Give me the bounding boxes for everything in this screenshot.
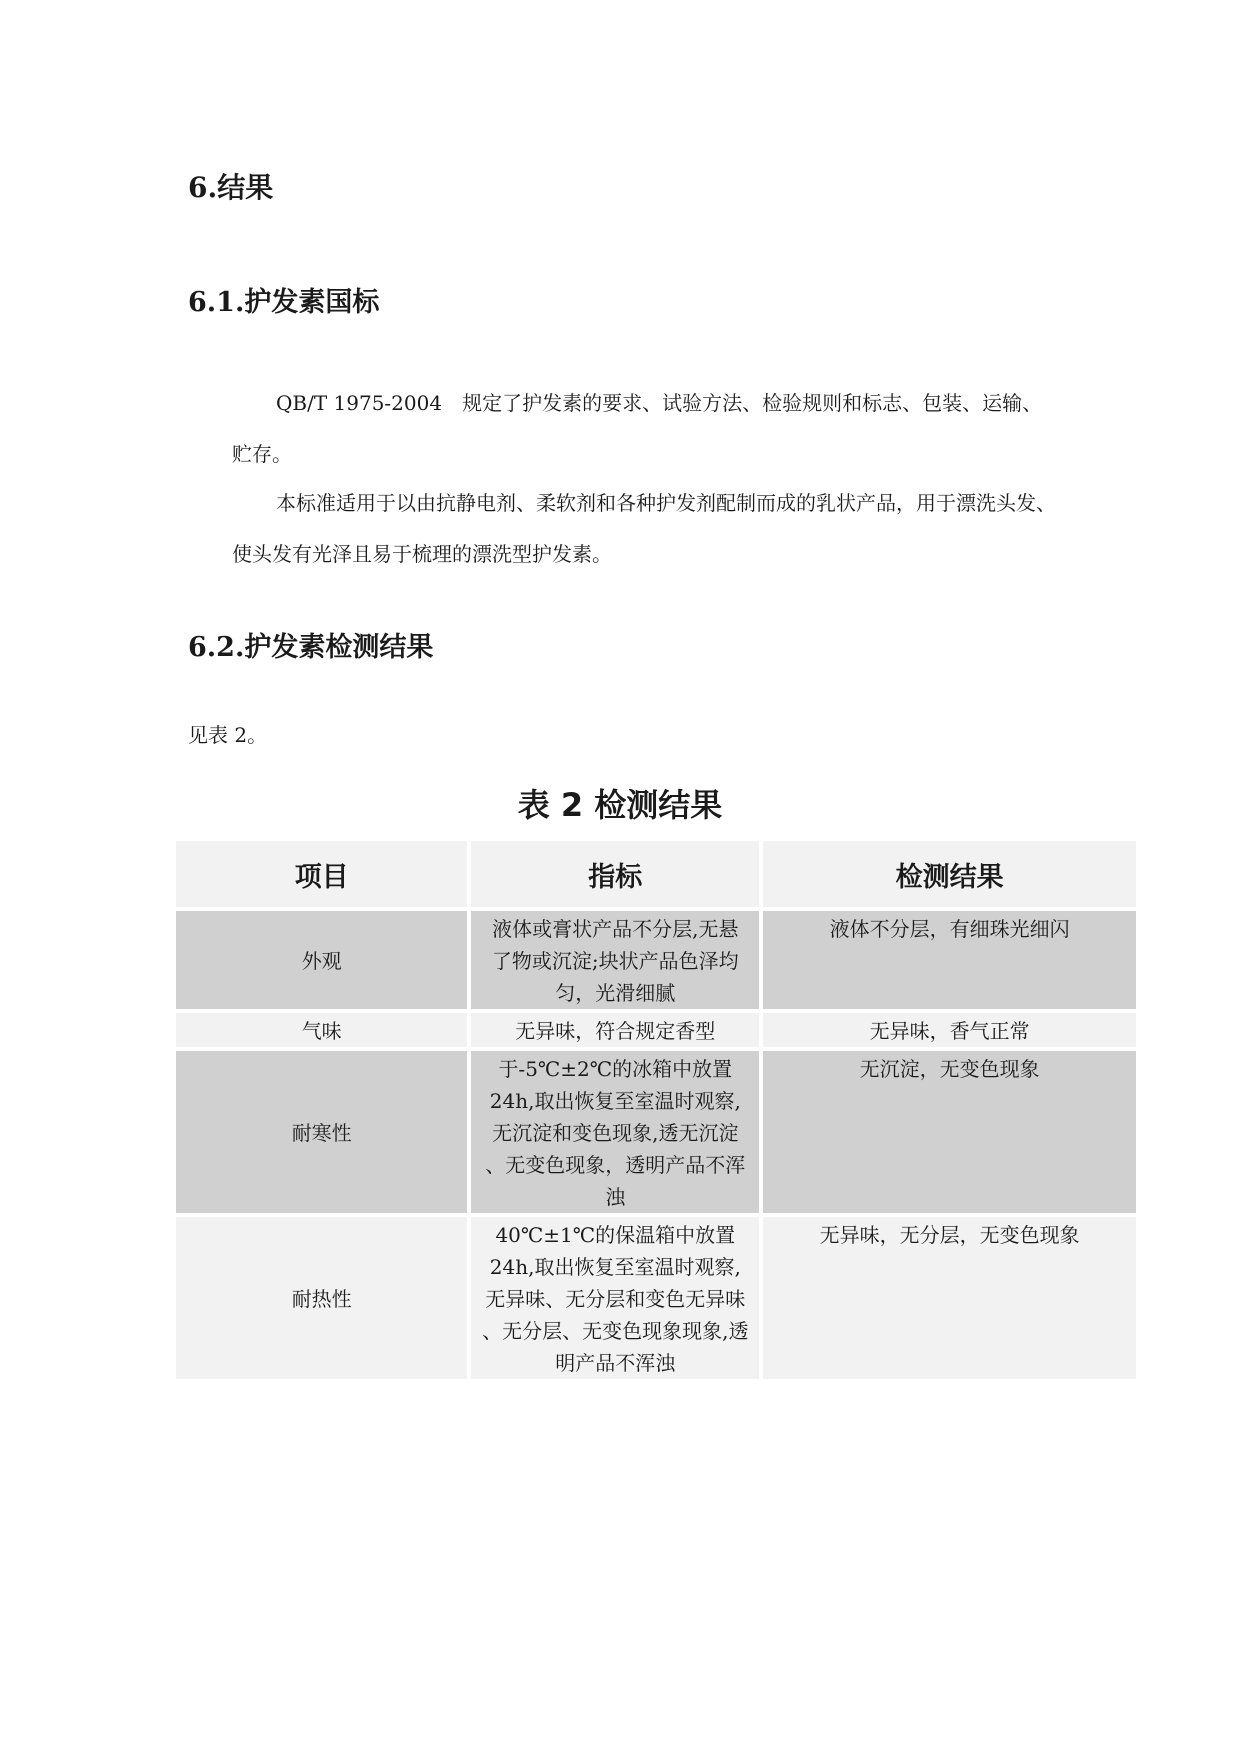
header-result: 检测结果 (763, 841, 1136, 907)
table-row (176, 911, 1136, 1009)
paragraph-applicability: 本标准适用于以由抗静电剂、柔软剂和各种护发剂配制而成的乳状产品，用于漂洗头发、使头发有光泽且易于梳理的漂洗型护发素。 (232, 491, 1056, 566)
table-caption: 表 2 检测结果 (517, 786, 723, 824)
paragraph-standard-scope: QB/T 1975-2004 规定了护发素的要求、试验方法、检验规则和标志、包装、运输、贮存。 (232, 391, 1043, 466)
row-spec: 于-5℃±2℃的冰箱中放置24h,取出恢复至室温时观察,无沉淀和变色现象,透无沉淀 、无变色现象，透明产品不浑浊 (471, 1051, 759, 1213)
row-item: 气味 (176, 1013, 467, 1047)
row-spec: 无异味，符合规定香型 (471, 1013, 759, 1047)
header-item: 项目 (176, 841, 467, 907)
row-spec: 40℃±1℃的保温箱中放置24h,取出恢复至室温时观察,无异味、无分层和变色无异味 、无分层、无变色现象现象,透明产品不浑浊 (471, 1217, 759, 1379)
table-row (176, 1013, 1136, 1047)
row-result: 无沉淀，无变色现象 (763, 1051, 1136, 1213)
row-result: 液体不分层，有细珠光细闪 (763, 911, 1136, 1009)
row-result: 无异味，无分层，无变色现象 (763, 1217, 1136, 1379)
section-title: 6.结果 (188, 171, 274, 204)
see-table-note: 见表 2。 (188, 723, 268, 747)
row-spec: 液体或膏状产品不分层,无悬了物或沉淀;块状产品色泽均匀，光滑细腻 (471, 911, 759, 1009)
row-item: 耐寒性 (176, 1051, 467, 1213)
results-table (172, 837, 1140, 1383)
table-header-row (176, 841, 1136, 907)
subsection-title-national-standard: 6.1.护发素国标 (188, 287, 380, 318)
row-result: 无异味，香气正常 (763, 1013, 1136, 1047)
table-row (176, 1051, 1136, 1213)
table-row (176, 1217, 1136, 1379)
header-spec: 指标 (471, 841, 759, 907)
row-item: 外观 (176, 911, 467, 1009)
subsection-title-test-results: 6.2.护发素检测结果 (188, 632, 434, 663)
row-item: 耐热性 (176, 1217, 467, 1379)
